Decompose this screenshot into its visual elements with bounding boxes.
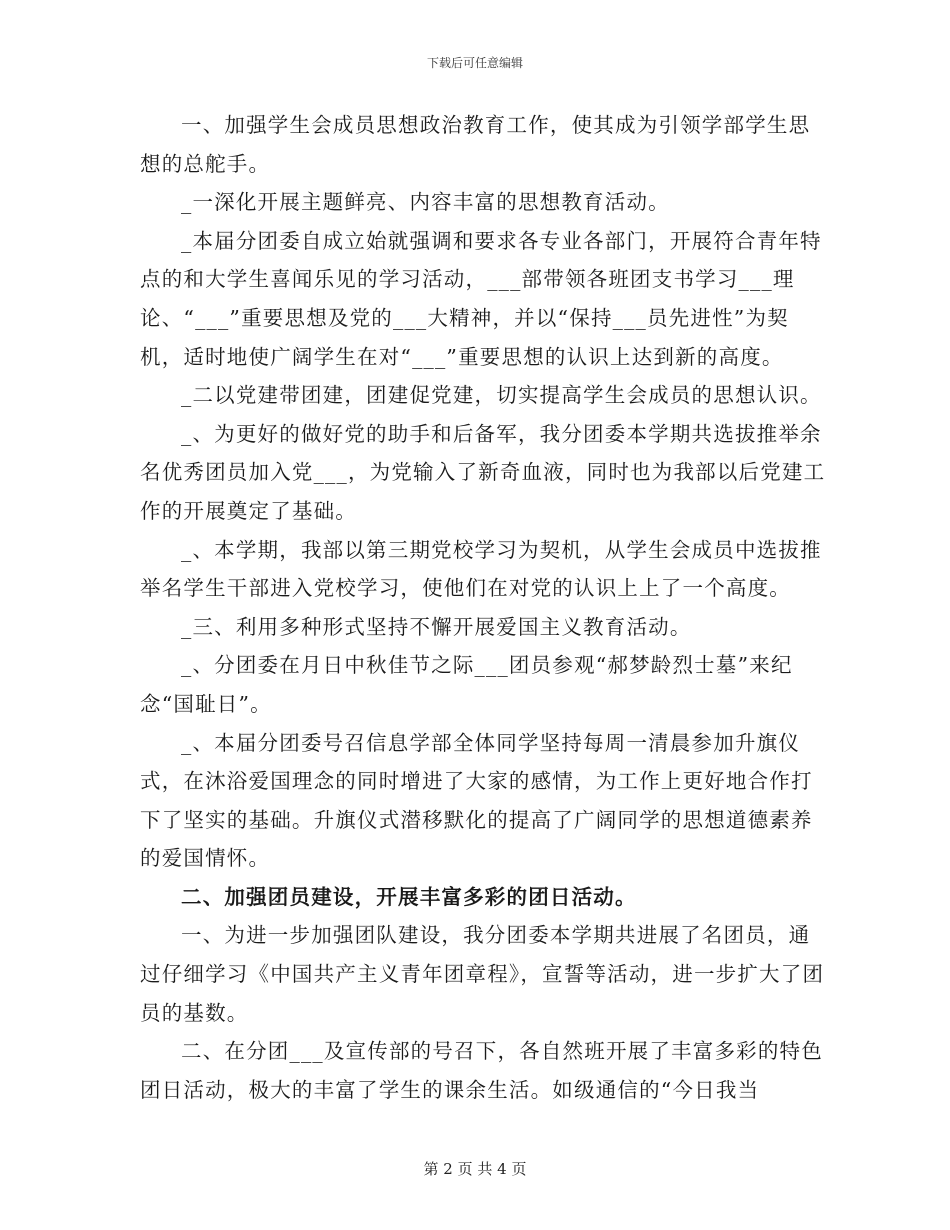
paragraph-11: 一、为进一步加强团队建设，我分团委本学期共进展了名团员，通过仔细学习《中国共产主义青年团章程》，宣誓等活动，进一步扩大了团员的基数。 xyxy=(140,923,825,1025)
paragraph-4: _二以党建带团建，团建促党建，切实提高学生会成员的思想认识。 xyxy=(181,383,822,408)
paragraph-2: _一深化开展主题鲜亮、内容丰富的思想教育活动。 xyxy=(181,190,670,215)
paragraph-7: _三、利用多种形式坚持不懈开展爱国主义教育活动。 xyxy=(181,614,692,639)
paragraph-12: 二、在分团___及宣传部的号召下，各自然班开展了丰富多彩的特色团日活动，极大的丰富了学生的课余生活。如级通信的“今日我当 xyxy=(140,1039,823,1102)
paragraph-1: 一、加强学生会成员思想政治教育工作，使其成为引领学部学生思想的总舵手。 xyxy=(140,113,811,176)
page-footer: 第 2 页 共 4 页 xyxy=(423,1160,527,1178)
paragraph-9: _、本届分团委号召信息学部全体同学坚持每周一清晨参加升旗仪式，在沐浴爱国理念的同时增进了大家的感情，为工作上更好地合作打下了坚实的基础。升旗仪式潜移默化的提高了广阔同学的思想道德素养的爱国情怀。 xyxy=(140,730,813,871)
paragraph-6: _、本学期，我部以第三期党校学习为契机，从学生会成员中选拔推举名学生干部进入党校学习，使他们在对党的认识上上了一个高度。 xyxy=(140,537,822,601)
paragraph-5: _、为更好的做好党的助手和后备军，我分团委本学期共选拔推举余名优秀团员加入党___，为党输入了新奇血液，同时也为我部以后党建工作的开展奠定了基础。 xyxy=(140,421,826,523)
paragraph-3: _本届分团委自成立始就强调和要求各专业各部门，开展符合青年特点的和大学生喜闻乐见的学习活动，___部带领各班团支书学习___理论、“___”重要思想及党的___大精神，并以“保持___员先进性”为契机，适时地使广阔学生在对“___”重要思想的认识上达到新的高度。 xyxy=(140,228,822,369)
page-header: 下载后可任意编辑 xyxy=(426,56,523,70)
document-body xyxy=(140,106,830,1109)
paragraph-8: _、分团委在月日中秋佳节之际___团员参观“郝梦龄烈士墓”来纪念“国耻日”。 xyxy=(140,653,793,716)
section-heading-2: 二、加强团员建设，开展丰富多彩的团日活动。 xyxy=(181,884,637,909)
